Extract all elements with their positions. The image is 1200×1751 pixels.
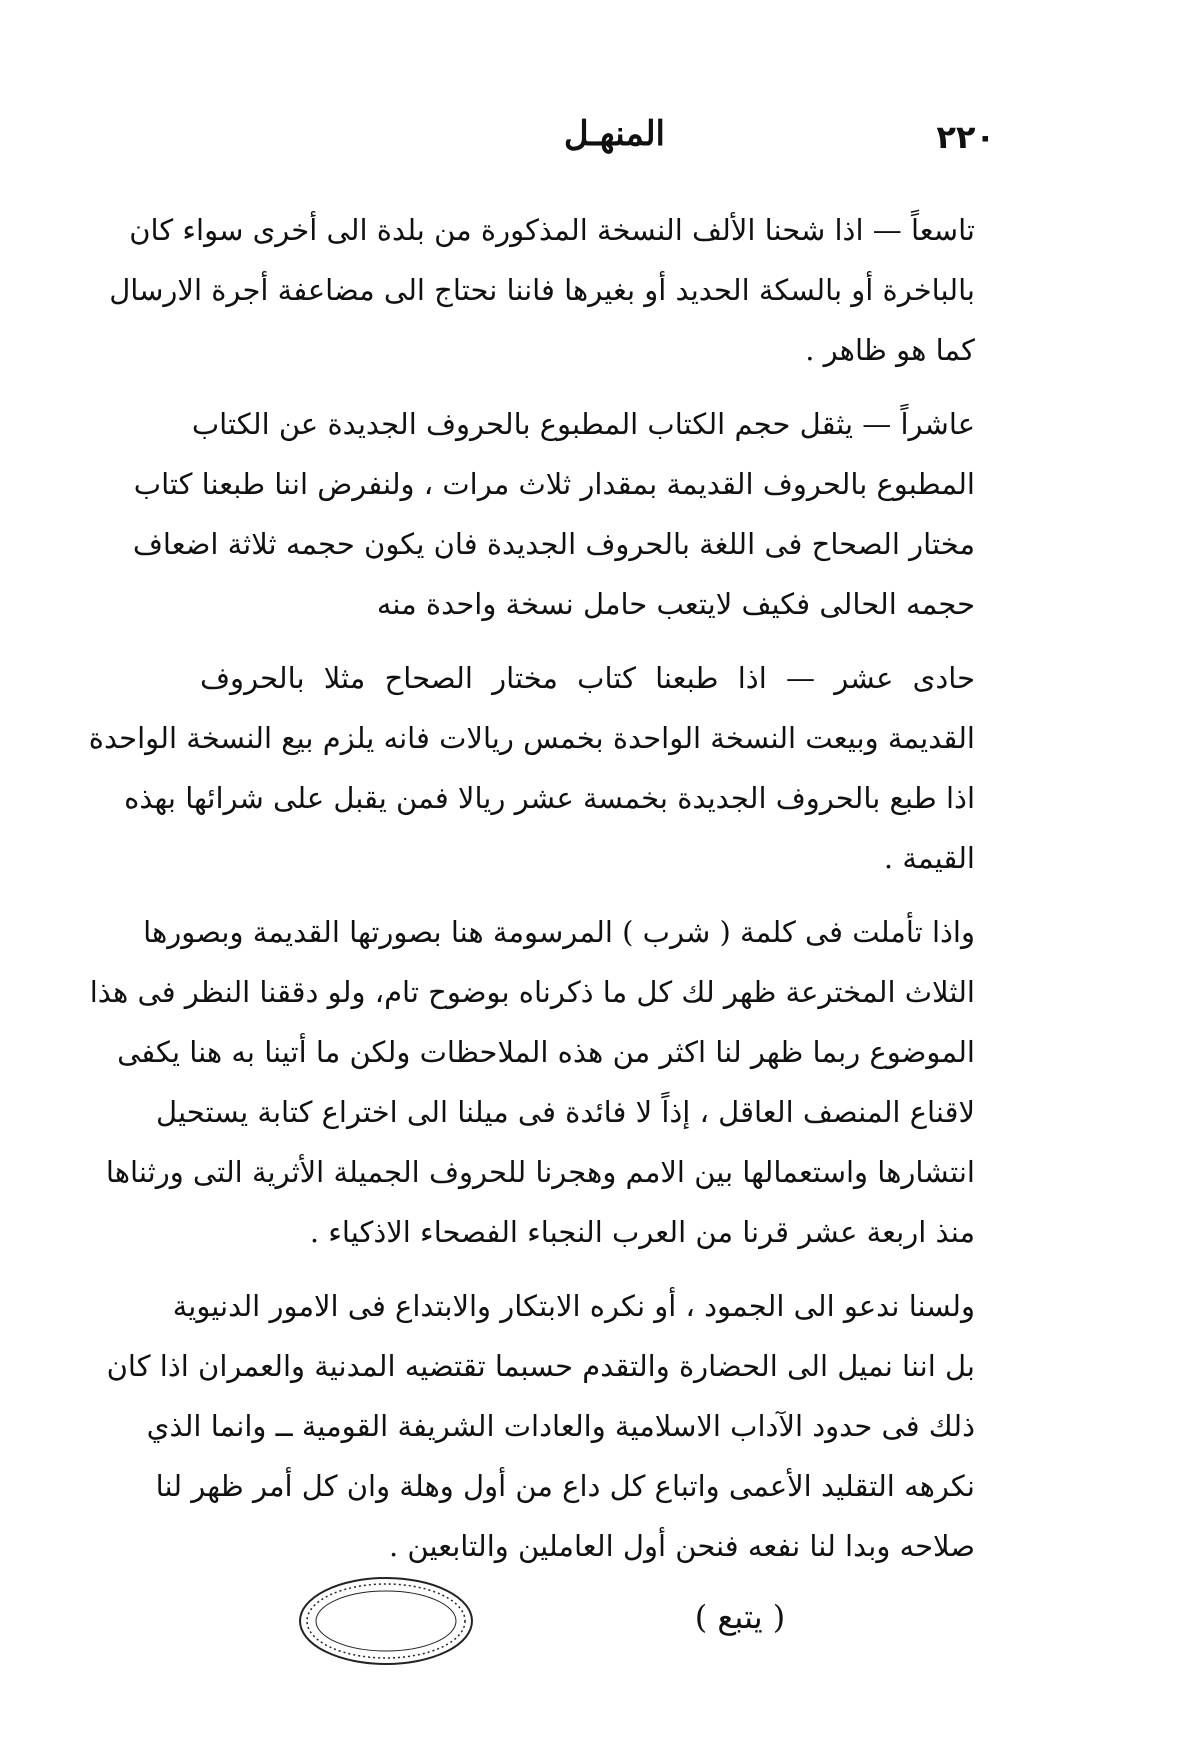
paragraph-conclusion bbox=[106, 1276, 975, 1576]
stamp-text bbox=[297, 1575, 475, 1667]
text-line: عاشراً — يثقل حجم الكتاب المطبوع بالحروف الجديدة عن الكتاب bbox=[191, 407, 975, 441]
text-line: صلاحه وبدا لنا نفعه فنحن أول العاملين والتابعين . bbox=[388, 1529, 975, 1563]
text-line: لاقناع المنصف العاقل ، إذاً لا فائدة فى ميلنا الى اختراع كتابة يستحيل bbox=[156, 1095, 975, 1129]
text-line: القيمة . bbox=[883, 841, 975, 875]
text-line: الموضوع ربما ظهر لنا اكثر من هذه الملاحظات ولكن ما أتينا به هنا يكفى bbox=[117, 1035, 975, 1069]
text-line: بالباخرة أو بالسكة الحديد أو بغيرها فاننا نحتاج الى مضاعفة أجرة الارسال bbox=[109, 273, 975, 307]
text-line: حادى عشر — اذا طبعنا كتاب مختار الصحاح مثلا بالحروف bbox=[200, 661, 975, 695]
paragraph-word-example bbox=[89, 902, 975, 1262]
page-number: ٢٢٠ bbox=[936, 118, 995, 156]
text-line: بل اننا نميل الى الحضارة والتقدم حسبما تقتضيه المدنية والعمران اذا كان bbox=[106, 1349, 975, 1383]
page-header bbox=[0, 108, 1200, 168]
text-line: مختار الصحاح فى اللغة بالحروف الجديدة فان يكون حجمه ثلاثة اضعاف bbox=[132, 527, 975, 561]
text-line: المطبوع بالحروف القديمة بمقدار ثلاث مرات ، ولنفرض اننا طبعنا كتاب bbox=[133, 467, 975, 501]
text-line: نكرهه التقليد الأعمى واتباع كل داع من أول وهلة وان كل أمر ظهر لنا bbox=[155, 1469, 975, 1503]
text-line: ولسنا ندعو الى الجمود ، أو نكره الابتكار والابتداع فى الامور الدنيوية bbox=[172, 1289, 975, 1323]
running-title: المنهـل bbox=[563, 114, 665, 154]
text-line: حجمه الحالى فكيف لايتعب حامل نسخة واحدة منه bbox=[376, 587, 975, 621]
paragraph-tenth bbox=[132, 394, 975, 634]
text-line: ذلك فى حدود الآداب الاسلامية والعادات الشريفة القومية ــ وانما الذي bbox=[146, 1409, 975, 1443]
text-line: واذا تأملت فى كلمة ( شرب ) المرسومة هنا بصورتها القديمة وبصورها bbox=[143, 915, 975, 949]
text-line: تاسعاً — اذا شحنا الألف النسخة المذكورة من بلدة الى أخرى سواء كان bbox=[129, 213, 975, 247]
text-line: اذا طبع بالحروف الجديدة بخمسة عشر ريالا فمن يقبل على شرائها بهذه bbox=[124, 781, 975, 815]
text-line: منذ اربعة عشر قرنا من العرب النجباء الفصحاء الاذكياء . bbox=[309, 1215, 975, 1249]
library-stamp bbox=[297, 1575, 475, 1667]
text-line: القديمة وبيعت النسخة الواحدة بخمس ريالات فانه يلزم بيع النسخة الواحدة bbox=[88, 721, 975, 755]
text-line: انتشارها واستعمالها بين الامم وهجرنا للحروف الجميلة الأثرية التى ورثناها bbox=[105, 1155, 975, 1189]
text-line: كما هو ظاهر . bbox=[805, 333, 975, 367]
text-line: الثلاث المخترعة ظهر لك كل ما ذكرناه بوضوح تام، ولو دققنا النظر فى هذا bbox=[89, 975, 975, 1009]
paragraph-eleventh bbox=[88, 648, 975, 888]
paragraph-ninth bbox=[109, 200, 975, 380]
to-be-continued-label: ( يتبع ) bbox=[694, 1598, 786, 1636]
article-body bbox=[88, 200, 975, 1590]
